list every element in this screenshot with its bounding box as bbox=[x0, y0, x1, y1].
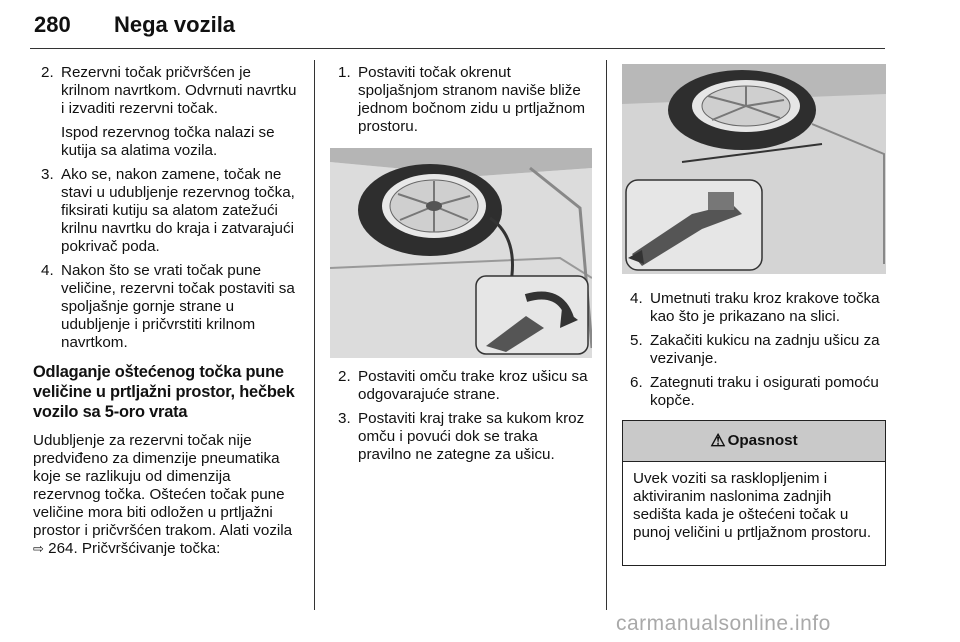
illustration-strap-through-spokes bbox=[622, 64, 886, 274]
step-1 bbox=[330, 64, 592, 136]
paragraph-text: Udubljenje za rezervni točak nije predviđeno za dimenzije pneumatika koje se razlikuju od dimenzija rezervnog točka. Oštećen točak pune veličine mora biti odložen u prtljažni prostor i pričvršćen trakom. Alati vozila bbox=[33, 432, 293, 539]
warning-title: Opasnost bbox=[727, 432, 798, 449]
column-1 bbox=[33, 64, 301, 558]
step-number: 3. bbox=[41, 166, 54, 183]
step-2-note: Ispod rezervnog točka nalazi se kutija sa alatima vozila. bbox=[61, 124, 275, 159]
step-text: Postaviti kraj trake sa kukom kroz omču i povući dok se traka pravilno ne zategne za ušicu. bbox=[358, 410, 585, 463]
warning-text: Uvek voziti sa rasklopljenim i aktiviranim naslonima zadnjih sedišta kada je oštećeni točak u punoj veličini u prtljažnom prostoru. bbox=[633, 470, 872, 541]
step-text: Nakon što se vrati točak pune veličine, rezervni točak postaviti sa spoljašnje gornje strane u udubljenje i pričvrstiti krilnom navrtkom. bbox=[61, 262, 295, 351]
step-4 bbox=[33, 262, 301, 352]
step-number: 2. bbox=[338, 368, 351, 385]
page-number: 280 bbox=[34, 12, 71, 37]
step-number: 5. bbox=[630, 332, 643, 349]
step-text: Postaviti omču trake kroz ušicu sa odgovarajuće strane. bbox=[358, 368, 588, 403]
step-text: Umetnuti traku kroz krakove točka kao što je prikazano na slici. bbox=[650, 290, 880, 325]
step-number: 2. bbox=[41, 64, 54, 81]
page-reference-link[interactable]: 264. Pričvršćivanje točka: bbox=[48, 540, 221, 557]
danger-warning-box bbox=[622, 420, 886, 566]
step-text: Zategnuti traku i osigurati pomoću kopče. bbox=[650, 374, 879, 409]
watermark: carmanualsonline.info bbox=[616, 612, 831, 635]
step-5 bbox=[622, 332, 886, 368]
column-3 bbox=[622, 64, 886, 566]
step-2 bbox=[330, 368, 592, 404]
column-divider-1 bbox=[314, 60, 315, 610]
step-6 bbox=[622, 374, 886, 410]
step-text: Ako se, nakon zamene, točak ne stavi u udubljenje rezervnog točka, fiksirati kutiju sa alatom zatežući krilnu navrtku do kraja i zatvarajući pokrivač poda. bbox=[61, 166, 295, 255]
strap-spokes-illustration bbox=[622, 64, 886, 274]
step-number: 6. bbox=[630, 374, 643, 391]
section-heading: Odlaganje oštećenog točka pune veličine u prtljažni prostor, hečbek vozilo sa 5-oro vrata bbox=[33, 363, 295, 421]
illustration-wheel-in-trunk bbox=[330, 148, 592, 358]
column-divider-2 bbox=[606, 60, 607, 610]
step-number: 4. bbox=[630, 290, 643, 307]
wheel-strap-illustration bbox=[330, 148, 592, 358]
step-4 bbox=[622, 290, 886, 326]
step-number: 4. bbox=[41, 262, 54, 279]
step-3 bbox=[330, 410, 592, 464]
step-3 bbox=[33, 166, 301, 256]
step-text: Zakačiti kukicu na zadnju ušicu za vezivanje. bbox=[650, 332, 880, 367]
warning-header bbox=[623, 421, 885, 462]
reference-arrow-icon: ⇨ bbox=[33, 541, 44, 556]
step-number: 1. bbox=[338, 64, 351, 81]
column-2 bbox=[330, 64, 592, 470]
step-text: Postaviti točak okrenut spoljašnjom stranom naviše bliže jednom bočnom zidu u prtljažnom prostoru. bbox=[358, 64, 586, 135]
body-paragraph bbox=[33, 432, 301, 558]
step-2 bbox=[33, 64, 301, 118]
step-text: Rezervni točak pričvršćen je krilnom navrtkom. Odvrnuti navrtku i izvaditi rezervni točak. bbox=[61, 64, 297, 117]
chapter-title: Nega vozila bbox=[114, 12, 236, 37]
step-number: 3. bbox=[338, 410, 351, 427]
warning-triangle-icon: ⚠ bbox=[710, 431, 726, 450]
page-header bbox=[30, 6, 885, 49]
